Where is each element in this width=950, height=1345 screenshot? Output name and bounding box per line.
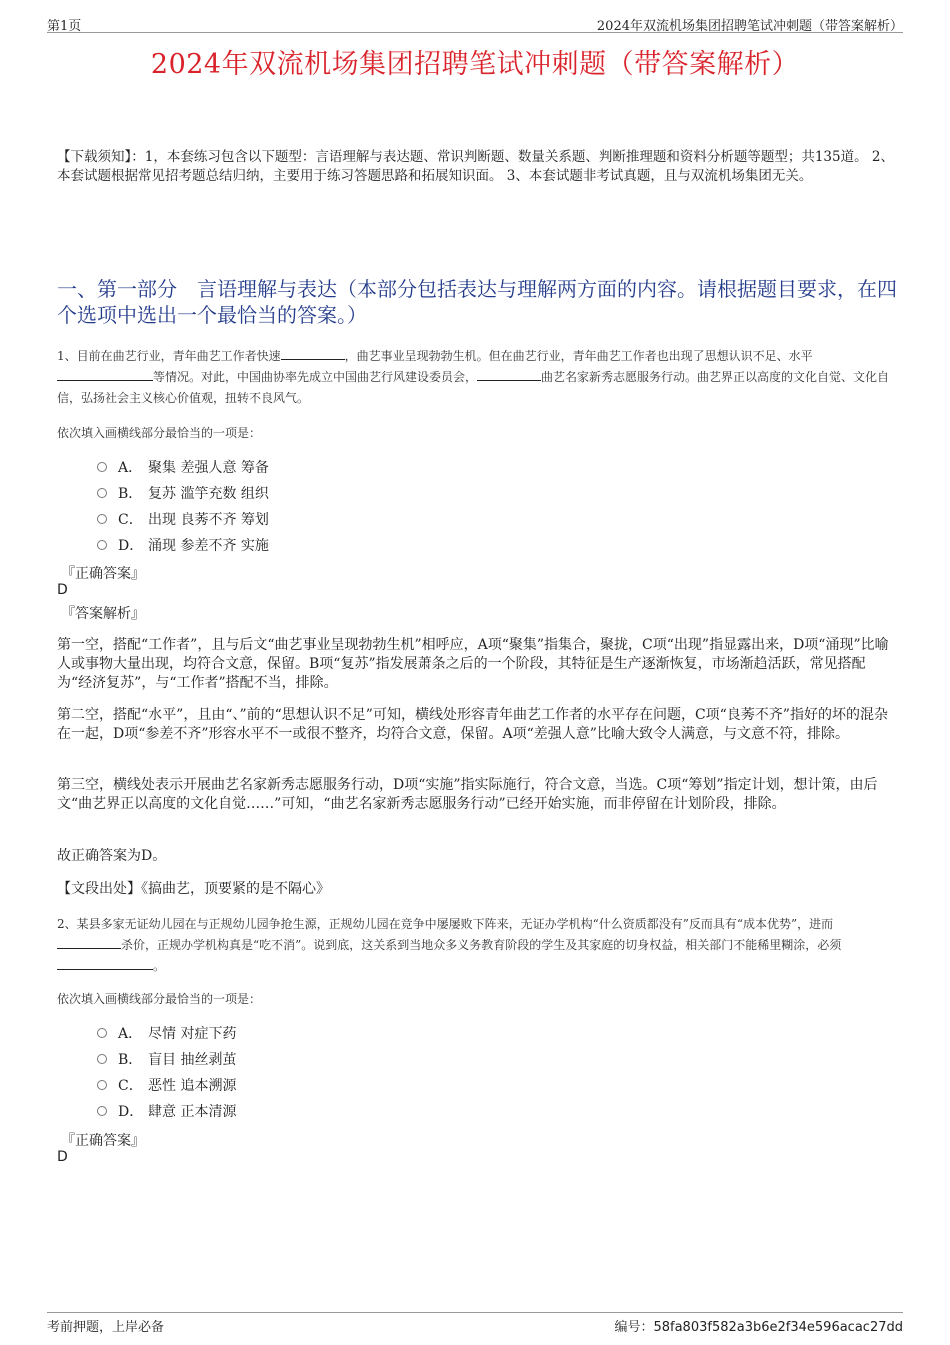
correct-answer: D	[57, 582, 68, 598]
radio-icon[interactable]	[97, 1080, 107, 1090]
page-footer	[47, 1312, 903, 1335]
fill-blank	[477, 368, 541, 381]
section-title: 一、第一部分 言语理解与表达（本部分包括表达与理解两方面的内容。请根据题目要求，在四个选项中选出一个最恰当的答案。）	[57, 277, 897, 327]
question-1-prompt: 依次填入画横线部分最恰当的一项是：	[57, 426, 262, 440]
download-notice: 【下载须知】：1，本套练习包含以下题型：言语理解与表达题、常识判断题、数量关系题、判断推理题和资料分析题等题型；共135道。 2、本套试题根据常见招考题总结归纳，主要用于练习答题思路和拓展知识面。 3、本套试题非考试真题，且与双流机场集团无关。	[57, 149, 894, 184]
correct-answer-label: 『正确答案』	[61, 1133, 145, 1149]
option-c[interactable]: C． 出现 良莠不齐 筹划	[97, 506, 269, 532]
option-a[interactable]: A． 聚集 差强人意 筹备	[97, 454, 269, 480]
radio-icon[interactable]	[97, 1054, 107, 1064]
option-b[interactable]: B． 盲目 抽丝剥茧	[97, 1046, 236, 1072]
analysis-paragraph-1: 第一空，搭配“工作者”，且与后文“曲艺事业呈现勃勃生机”相呼应，A项“聚集”指集合，聚拢，C项“出现”指显露出来，D项“涌现”比喻人或事物大量出现，均符合文意，保留。B项“复苏”指发展萧条之后的一个阶段，其特征是生产逐渐恢复，市场渐趋活跃，常见搭配为“经济复苏”，与“工作者”搭配不当，排除。	[57, 637, 889, 691]
correct-answer-label: 『正确答案』	[61, 566, 145, 582]
document-code: 编号：58fa803f582a3b6e2f34e596acac27dd	[614, 1320, 903, 1335]
analysis-label: 『答案解析』	[61, 606, 145, 622]
fill-blank	[57, 368, 153, 381]
page-header	[47, 14, 903, 33]
header-doc-title: 2024年双流机场集团招聘笔试冲刺题（带答案解析）	[596, 19, 903, 34]
radio-icon[interactable]	[97, 514, 107, 524]
radio-icon[interactable]	[97, 462, 107, 472]
option-c[interactable]: C． 恶性 追本溯源	[97, 1072, 236, 1098]
question-2-prompt: 依次填入画横线部分最恰当的一项是：	[57, 992, 262, 1006]
analysis-paragraph-3: 第三空，横线处表示开展曲艺名家新秀志愿服务行动，D项“实施”指实际施行，符合文意，当选。C项“筹划”指定计划，想计策，由后文“曲艺界正以高度的文化自觉……”可知，“曲艺名家新秀志愿服务行动”已经开始实施，而非停留在计划阶段，排除。	[57, 777, 878, 812]
fill-blank	[57, 957, 153, 970]
question-2-text: 2、某县多家无证幼儿园在与正规幼儿园争抢生源，正规幼儿园在竞争中屡屡败下阵来，无证办学机构“什么资质都没有”反而具有“成本优势”，进而杀价，正规办学机构真是“吃不消”。说到底，这关系到当地众多义务教育阶段的学生及其家庭的切身权益，相关部门不能稀里糊涂，必须。	[57, 917, 842, 973]
text-source: 【文段出处】《搞曲艺，顶要紧的是不隔心》	[57, 881, 330, 897]
analysis-paragraph-2: 第二空，搭配“水平”，且由“、”前的“思想认识不足”可知，横线处形容青年曲艺工作者的水平存在问题，C项“良莠不齐”指好的坏的混杂在一起，D项“参差不齐”形容水平不一或很不整齐，均符合文意，保留。A项“差强人意”比喻大致令人满意，与文意不符，排除。	[57, 707, 888, 742]
footer-slogan: 考前押题，上岸必备	[47, 1320, 165, 1335]
question-1-text: 1、目前在曲艺行业，青年曲艺工作者快速 ，曲艺事业呈现勃勃生机。但在曲艺行业，青年曲艺工作者也出现了思想认识不足、水平等情况。对此，中国曲协率先成立中国曲艺行风建设委员会， 曲艺名家新秀志愿服务行动。曲艺界正以高度的文化自觉、文化自信，弘扬社会主义核心价值观，扭转不良风气。	[57, 349, 890, 405]
radio-icon[interactable]	[97, 1106, 107, 1116]
radio-icon[interactable]	[97, 1028, 107, 1038]
option-d[interactable]: D． 肆意 正本清源	[97, 1098, 236, 1124]
correct-answer: D	[57, 1149, 68, 1165]
document-title: 2024年双流机场集团招聘笔试冲刺题（带答案解析）	[150, 49, 800, 80]
option-d[interactable]: D． 涌现 参差不齐 实施	[97, 532, 269, 558]
option-a[interactable]: A． 尽情 对症下药	[97, 1020, 236, 1046]
radio-icon[interactable]	[97, 540, 107, 550]
fill-blank	[281, 347, 345, 360]
fill-blank	[57, 936, 121, 949]
analysis-conclusion: 故正确答案为D。	[57, 848, 167, 864]
question-2-options	[97, 1020, 236, 1124]
question-1-options	[97, 454, 269, 558]
page-number: 第1页	[47, 19, 82, 34]
option-b[interactable]: B． 复苏 滥竽充数 组织	[97, 480, 269, 506]
radio-icon[interactable]	[97, 488, 107, 498]
